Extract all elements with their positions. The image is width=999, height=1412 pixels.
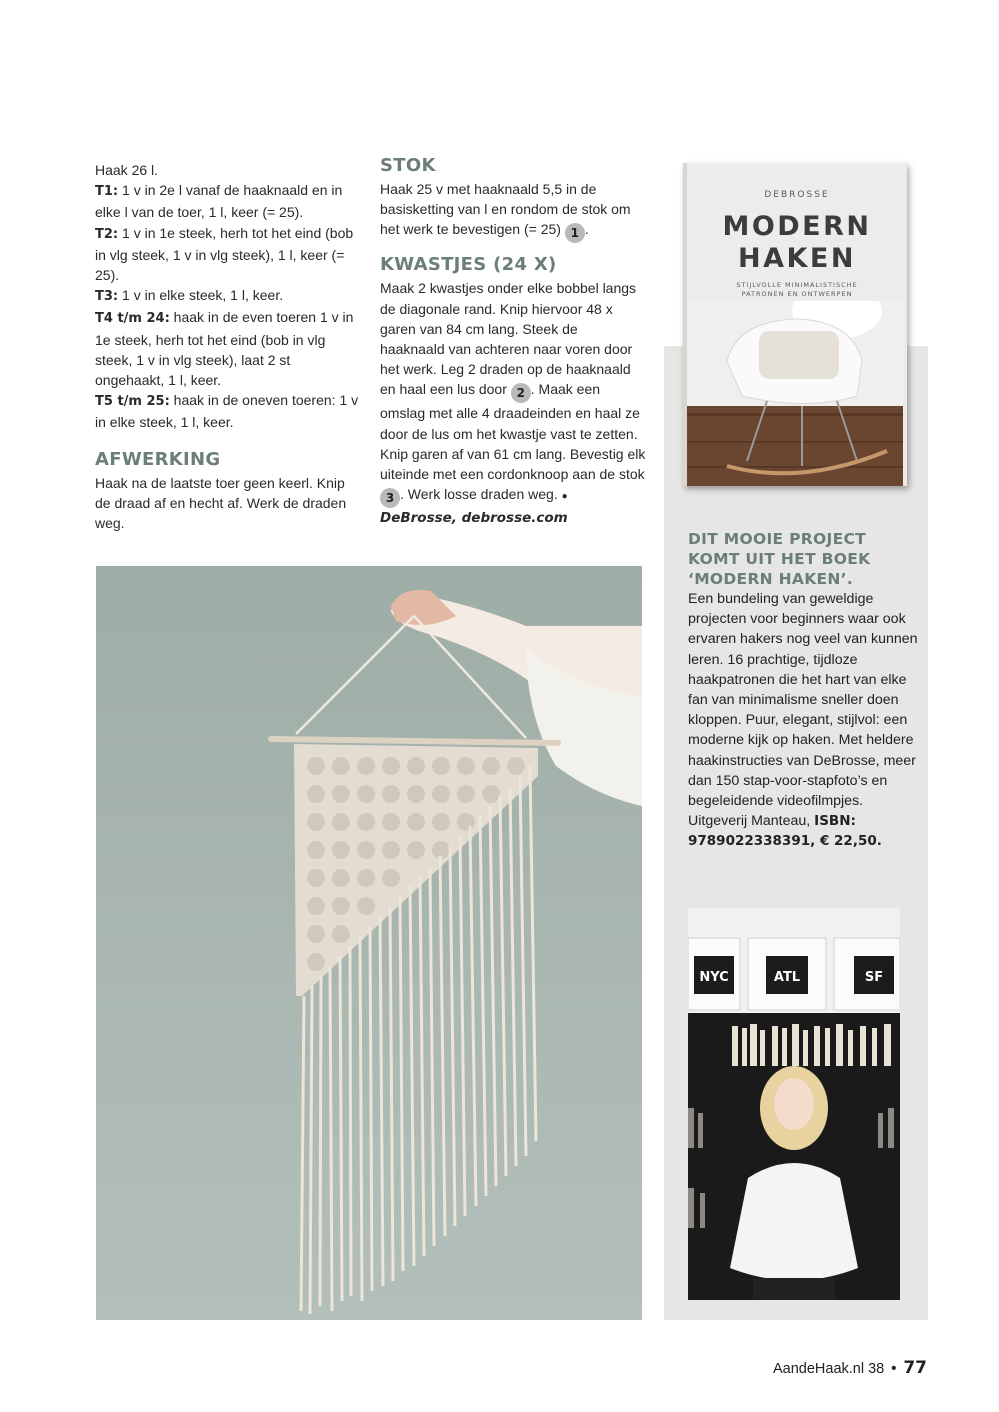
portrait-illustration bbox=[688, 908, 900, 1300]
kwastjes-body-c: . Werk losse draden weg. bbox=[400, 486, 558, 503]
afwerking-heading: AFWERKING bbox=[95, 448, 221, 470]
book-subtitle-line-2: PATRONEN EN ONTWERPEN bbox=[741, 290, 853, 298]
row-label: T3: bbox=[95, 289, 119, 305]
pattern-intro: Haak 26 l. bbox=[95, 162, 159, 178]
instructions-column bbox=[380, 155, 646, 528]
end-bullet: ● bbox=[561, 491, 568, 503]
frame-atl: ATL bbox=[773, 970, 801, 985]
designer-credit: DeBrosse, debrosse.com bbox=[380, 510, 568, 527]
book-cover bbox=[683, 163, 907, 486]
wall-hanging-photo bbox=[96, 566, 642, 1320]
row-text: 1 v in elke steek, 1 l, keer. bbox=[118, 287, 284, 304]
chair-illustration bbox=[687, 301, 903, 486]
frame-sf: SF bbox=[864, 970, 884, 985]
row-label: T1: bbox=[95, 184, 119, 200]
book-isbn: ISBN: 9789022338391, € 22,50. bbox=[688, 813, 882, 850]
row-label: T2: bbox=[95, 226, 119, 242]
pattern-row-2 bbox=[95, 223, 363, 286]
book-description bbox=[688, 529, 920, 852]
row-text: haak in de even toeren 1 v in 1e steek, herh tot het eind (bob in vlg steek, 1 v in vlg steek), laat 2 st ongehaakt, 1 l, keer. bbox=[95, 309, 354, 389]
book-title-line-2: HAKEN bbox=[738, 243, 856, 274]
stok-text bbox=[380, 179, 646, 243]
row-text: haak in de oneven toeren: 1 v in elke steek, 1 l, keer. bbox=[95, 392, 359, 431]
step-number-badge: 2 bbox=[511, 383, 531, 403]
book-brand: DEBROSSE bbox=[764, 190, 830, 200]
book-subtitle-line-1: STIJLVOLLE MINIMALISTISCHE bbox=[736, 281, 858, 289]
stok-end: . bbox=[584, 221, 589, 238]
pattern-column bbox=[95, 160, 363, 533]
book-info-heading: DIT MOOIE PROJECT KOMT UIT HET BOEK ‘MODERN HAKEN’. bbox=[688, 530, 871, 588]
stok-heading: STOK bbox=[380, 155, 436, 176]
stok-body: Haak 25 v met haaknaald 5,5 in de basisketting van l en rondom de stok om het werk te bevestigen (= 25) bbox=[380, 181, 631, 238]
pattern-row-3 bbox=[95, 285, 363, 307]
pattern-row-4 bbox=[95, 307, 363, 390]
footer-bullet: • bbox=[891, 1361, 897, 1377]
page-footer bbox=[773, 1358, 927, 1378]
step-number-badge: 1 bbox=[565, 223, 585, 243]
step-number-badge: 3 bbox=[380, 488, 400, 508]
magazine-issue: AandeHaak.nl 38 bbox=[773, 1361, 885, 1377]
kwastjes-text bbox=[380, 278, 646, 508]
page-number: 77 bbox=[903, 1358, 927, 1378]
pattern-row-5 bbox=[95, 390, 363, 432]
row-text: 1 v in 2e l vanaf de haaknaald en in elke l van de toer, 1 l, keer (= 25). bbox=[95, 182, 343, 221]
row-label: T5 t/m 25: bbox=[95, 394, 170, 410]
book-info-text: Een bundeling van geweldige projecten voor beginners waar ook ervaren hakers nog veel van kunnen leren. 16 prachtige, tijdloze haakpatronen die het hart van elke fan van minimalisme sneller doen kloppen. Puur, elegant, stijlvol: een moderne kijk op haken. Met heldere haakinstructies van DeBrosse, meer dan 150 stap-voor-stapfoto’s en begeleidende videofilmpjes. Uitgeverij Manteau, bbox=[688, 591, 918, 830]
book-info-body bbox=[688, 589, 920, 852]
row-text: 1 v in 1e steek, herh tot het eind (bob in vlg steek, 1 v in vlg steek), 1 l, keer (= 25). bbox=[95, 224, 354, 284]
kwastjes-heading: KWASTJES (24 X) bbox=[380, 254, 557, 276]
pattern-row-1 bbox=[95, 180, 363, 222]
kwastjes-body-a: Maak 2 kwastjes onder elke bobbel langs de diagonale rand. Knip hiervoor 48 x garen van 84 cm lang. Steek de haaknaald van achteren naar voren door het werk. Leg 2 draden op de haaknaald en haal een lus door bbox=[380, 280, 637, 398]
row-label: T4 t/m 24: bbox=[95, 311, 170, 327]
frame-nyc: NYC bbox=[699, 970, 729, 985]
kwastjes-body-b: . Maak een omslag met alle 4 draadeinden en haal ze door de lus om het kwastje vast te zetten. Knip garen af van 61 cm lang. Bevestig elk uiteinde met een cordonknoop aan de stok bbox=[380, 381, 646, 483]
designer-portrait bbox=[688, 908, 900, 1300]
wall-hanging-illustration bbox=[96, 566, 642, 1320]
book-title-line-1: MODERN bbox=[722, 211, 872, 242]
afwerking-text: Haak na de laatste toer geen keerl. Knip de draad af en hecht af. Werk de draden weg. bbox=[95, 474, 347, 532]
book-title bbox=[687, 211, 907, 275]
book-subtitle bbox=[687, 281, 907, 299]
